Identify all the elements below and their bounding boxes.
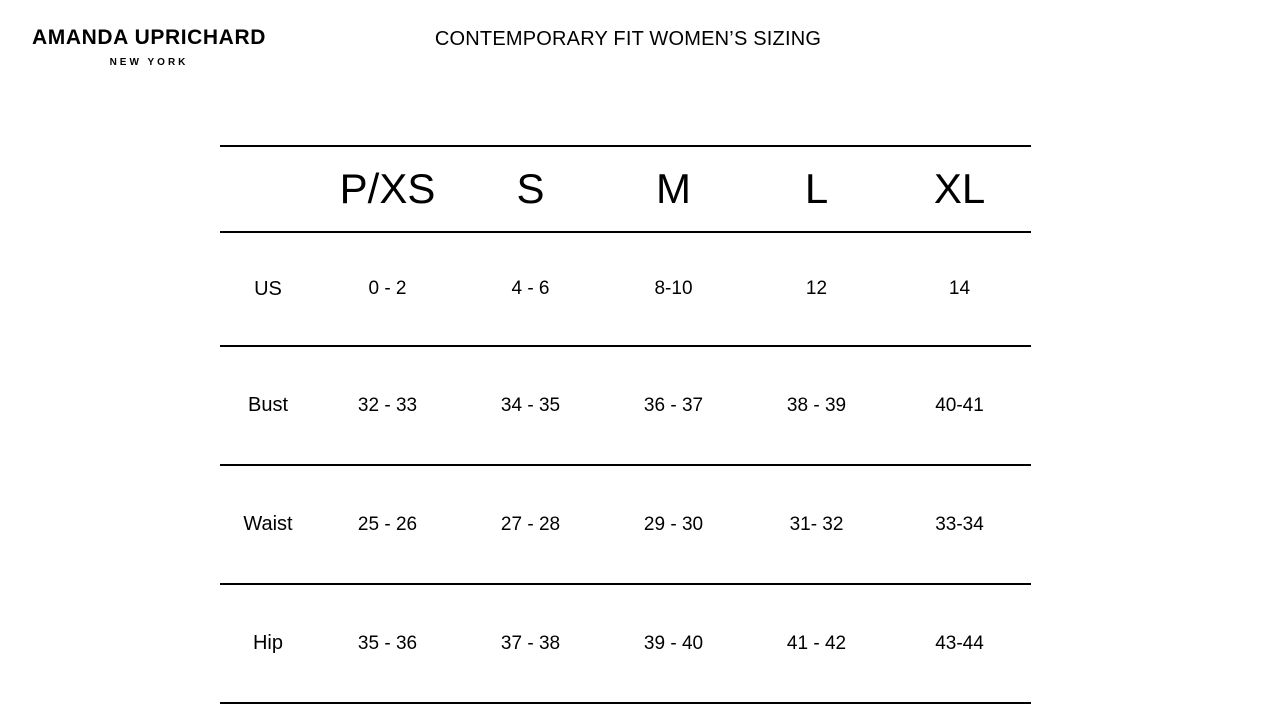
- cell-us-s: 4 - 6: [511, 278, 550, 299]
- cell-bust-l: 38 - 39: [786, 394, 847, 416]
- size-chart-container: [220, 145, 1031, 704]
- cell-waist-pxs: 25 - 26: [357, 513, 418, 535]
- row-label-waist: Waist: [243, 513, 293, 535]
- cell-us-l: 12: [805, 278, 828, 299]
- row-label-bust: Bust: [247, 394, 289, 416]
- cell-hip-s: 37 - 38: [500, 632, 561, 654]
- cell-us-xl: 14: [948, 278, 971, 299]
- column-header-l: L: [804, 165, 829, 212]
- cell-hip-xl: 43-44: [935, 632, 984, 654]
- cell-bust-s: 34 - 35: [500, 394, 561, 416]
- row-label-us: US: [254, 277, 282, 300]
- cell-hip-l: 41 - 42: [786, 632, 847, 654]
- table-corner-cell: [220, 146, 316, 232]
- cell-hip-m: 39 - 40: [643, 632, 704, 654]
- size-chart-table: [220, 145, 1031, 704]
- cell-us-m: 8-10: [654, 278, 693, 299]
- cell-waist-xl: 33-34: [935, 513, 984, 535]
- cell-hip-pxs: 35 - 36: [357, 632, 418, 654]
- table-row: [220, 346, 1031, 465]
- cell-waist-m: 29 - 30: [643, 513, 704, 535]
- column-header-m: M: [656, 165, 691, 212]
- cell-bust-xl: 40-41: [935, 394, 984, 416]
- column-header-pxs: P/XS: [339, 165, 436, 212]
- cell-bust-pxs: 32 - 33: [357, 394, 418, 416]
- table-header-row: [220, 146, 1031, 232]
- cell-bust-m: 36 - 37: [643, 394, 704, 416]
- cell-waist-s: 27 - 28: [500, 513, 561, 535]
- cell-us-pxs: 0 - 2: [368, 278, 407, 299]
- page-title: CONTEMPORARY FIT WOMEN’S SIZING: [434, 28, 822, 50]
- cell-waist-l: 31- 32: [789, 513, 844, 535]
- brand-name: AMANDA UPRICHARD: [32, 26, 266, 49]
- table-row: [220, 584, 1031, 703]
- table-row: [220, 465, 1031, 584]
- column-header-s: S: [516, 165, 545, 212]
- table-row: [220, 232, 1031, 346]
- brand-location: NEW YORK: [109, 57, 189, 69]
- column-header-xl: XL: [933, 165, 986, 212]
- row-label-hip: Hip: [252, 632, 283, 654]
